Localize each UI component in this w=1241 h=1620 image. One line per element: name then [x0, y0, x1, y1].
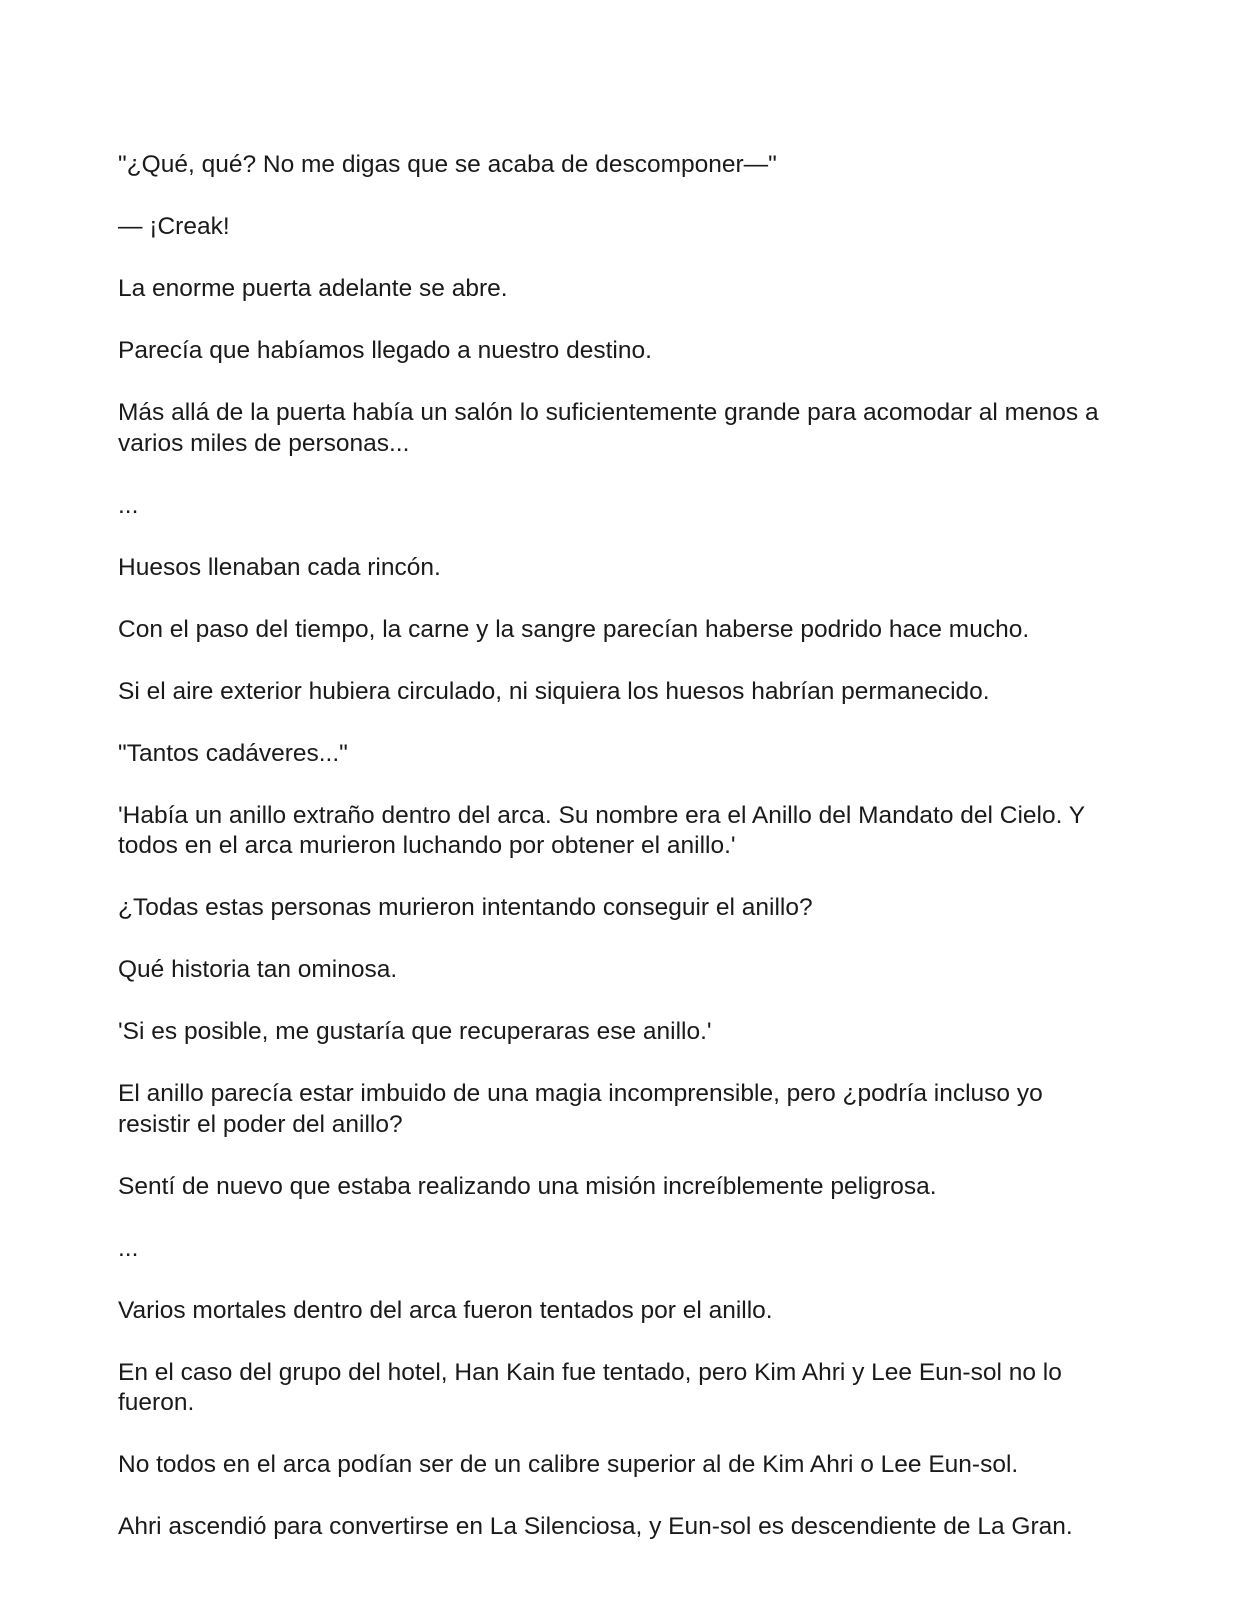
paragraph: 'Si es posible, me gustaría que recuperaras ese anillo.': [118, 1018, 712, 1045]
paragraph: "Tantos cadáveres...": [118, 739, 348, 767]
paragraph: "¿Qué, qué? No me digas que se acaba de descomponer—": [118, 151, 777, 178]
paragraph: Qué historia tan ominosa.: [118, 956, 398, 983]
paragraph: Con el paso del tiempo, la carne y la sangre parecían haberse podrido hace mucho.: [118, 615, 1030, 643]
paragraph: — ¡Creak!: [118, 213, 230, 240]
paragraph: Parecía que habíamos llegado a nuestro destino.: [118, 337, 652, 364]
paragraph: La enorme puerta adelante se abre.: [118, 275, 508, 302]
paragraph: Ahri ascendió para convertirse en La Silenciosa, y Eun-sol es descendiente de La Gran.: [118, 1513, 1073, 1540]
paragraph: Si el aire exterior hubiera circulado, ni siquiera los huesos habrían permanecido.: [118, 677, 990, 705]
paragraph: En el caso del grupo del hotel, Han Kain fue tentado, pero Kim Ahri y Lee Eun-sol no lo fueron.: [118, 1358, 1062, 1416]
paragraph: No todos en el arca podían ser de un calibre superior al de Kim Ahri o Lee Eun-sol.: [118, 1451, 1019, 1478]
paragraph: ...: [118, 1234, 139, 1262]
paragraph: 'Había un anillo extraño dentro del arca. Su nombre era el Anillo del Mandato del Cielo. Y todos en el arca murieron luchando por obtener el anillo.': [118, 801, 1085, 859]
paragraph: Varios mortales dentro del arca fueron tentados por el anillo.: [118, 1296, 773, 1324]
paragraph: ¿Todas estas personas murieron intentando conseguir el anillo?: [118, 894, 813, 921]
document-body: [118, 150, 1118, 1574]
paragraph: Sentí de nuevo que estaba realizando una misión increíblemente peligrosa.: [118, 1172, 937, 1200]
paragraph: El anillo parecía estar imbuido de una magia incomprensible, pero ¿podría incluso yo resistir el poder del anillo?: [118, 1080, 1043, 1138]
paragraph: ...: [118, 491, 139, 519]
paragraph: Huesos llenaban cada rincón.: [118, 553, 441, 581]
paragraph: Más allá de la puerta había un salón lo suficientemente grande para acomodar al menos a varios miles de personas...: [118, 399, 1099, 457]
